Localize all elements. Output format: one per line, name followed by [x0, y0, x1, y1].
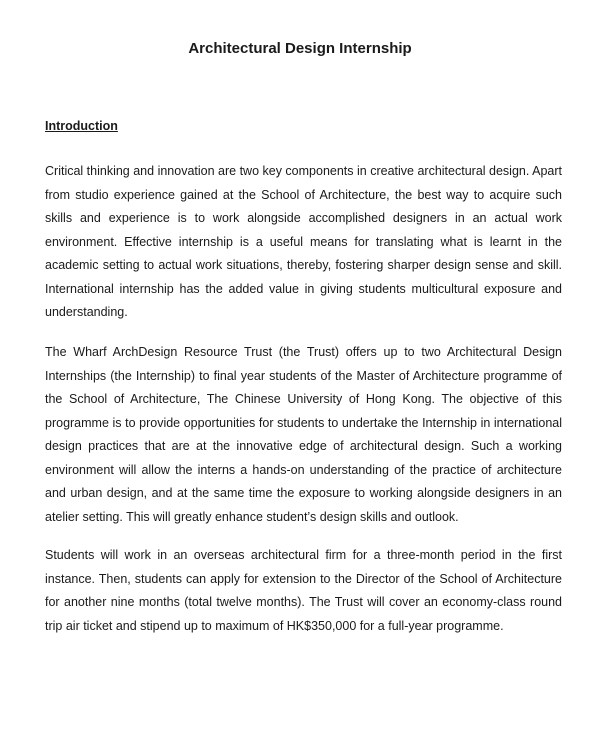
section-heading-introduction: Introduction: [45, 119, 118, 133]
paragraph-3: Students will work in an overseas architectural firm for a three-month period in the first instance. Then, students can apply for extension to the Director of the School of Architecture for another nine months (total twelve months). The Trust will cover an economy-class round trip air ticket and stipend up to maximum of HK$350,000 for a full-year programme.: [45, 548, 562, 633]
paragraph-1: Critical thinking and innovation are two key components in creative architectural design. Apart from studio experience gained at the School of Architecture, the best way to acquire such skills and experience is to work alongside accomplished designers in an actual work environment. Effective internship is a useful means for translating what is learnt in the academic setting to actual work situations, thereby, fostering sharper design sense and skill. International internship has the added value in giving students multicultural exposure and understanding.: [45, 164, 562, 319]
document-title: Architectural Design Internship: [188, 40, 412, 57]
paragraph-2: The Wharf ArchDesign Resource Trust (the Trust) offers up to two Architectural Design Internships (the Internship) to final year students of the Master of Architecture programme of the School of Architecture, The Chinese University of Hong Kong. The objective of this programme is to provide opportunities for students to undertake the Internship in international design practices that are at the innovative edge of architectural design. Such a working environment will allow the interns a hands-on understanding of the practice of architecture and urban design, and at the same time the exposure to working alongside designers in an atelier setting. This will greatly enhance student’s design skills and outlook.: [45, 345, 562, 524]
